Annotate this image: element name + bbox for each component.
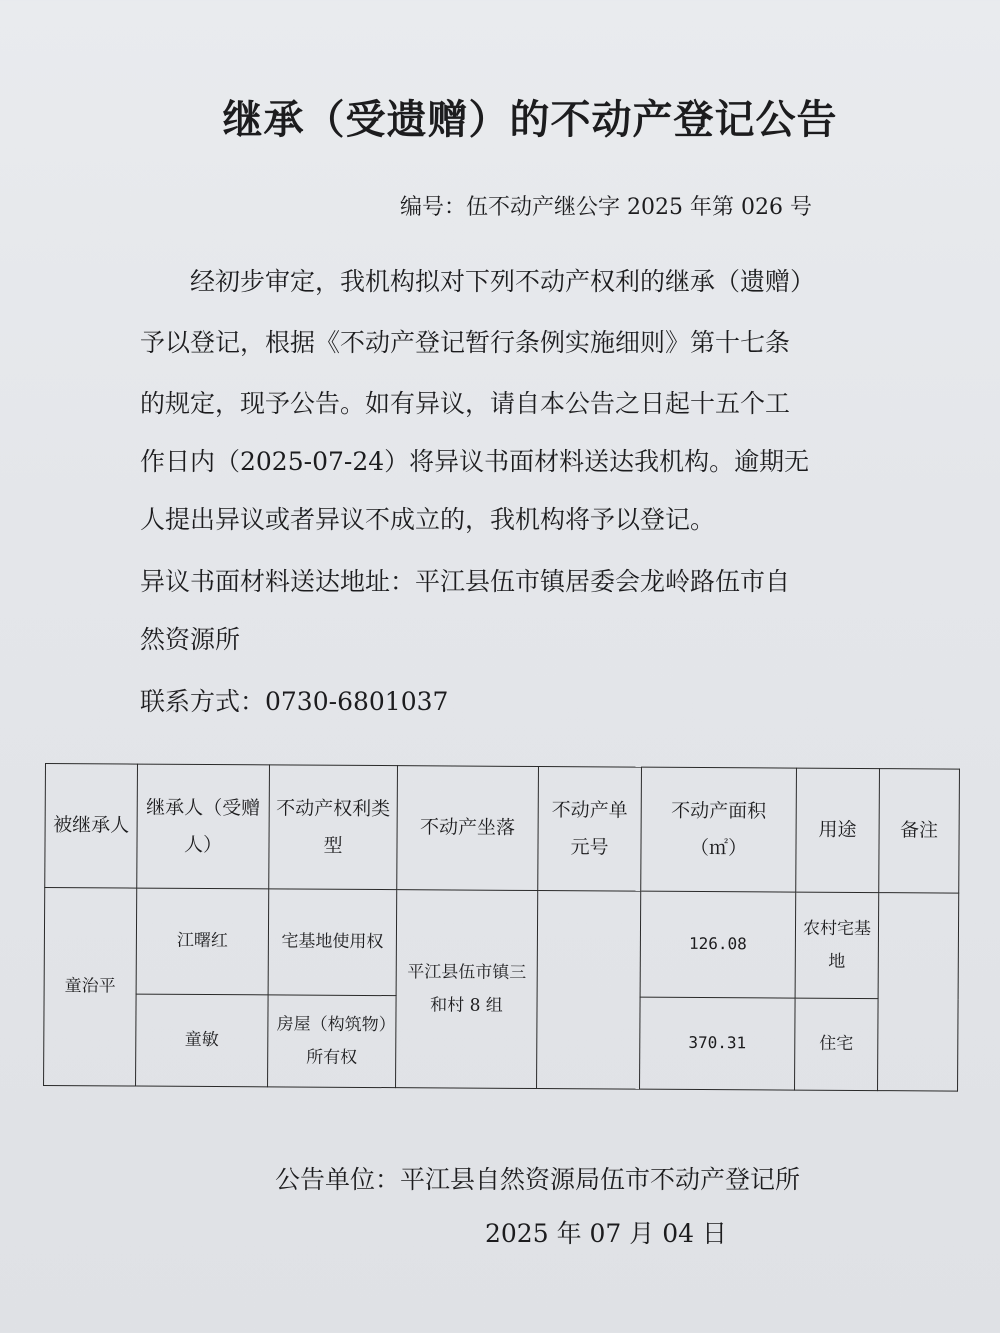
area-cell-1: 126.08 [640, 891, 796, 998]
header-area: 不动产面积（㎡） [641, 767, 797, 892]
header-decedent: 被继承人 [45, 764, 138, 889]
body-line-4: 作日内（2025-07-24）将异议书面材料送达我机构。逾期无 [140, 447, 810, 476]
header-unit-number: 不动产单元号 [538, 767, 642, 892]
header-location: 不动产坐落 [397, 766, 539, 891]
registration-table [43, 763, 960, 1092]
usage-cell-1: 农村宅基地 [795, 892, 879, 999]
body-line-5: 人提出异议或者异议不成立的，我机构将予以登记。 [140, 505, 716, 534]
notice-title: 继承（受遗赠）的不动产登记公告 [222, 96, 838, 143]
decedent-cell: 童治平 [44, 888, 137, 1087]
document-number: 编号：伍不动产继公字 2025 年第 026 号 [400, 195, 812, 220]
header-remarks: 备注 [879, 769, 960, 893]
objection-address-line-2: 然资源所 [140, 625, 241, 654]
usage-cell-2: 住宅 [795, 998, 879, 1091]
heir-cell-2: 童敏 [136, 994, 269, 1087]
header-right-type: 不动产权利类型 [269, 765, 398, 890]
body-line-3: 的规定，现予公告。如有异议，请自本公告之日起十五个工 [140, 389, 791, 418]
issuing-organization: 公告单位：平江县自然资源局伍市不动产登记所 [275, 1165, 801, 1194]
remarks-cell [878, 893, 959, 1091]
table-header-row [45, 764, 960, 894]
unit-number-cell [537, 891, 641, 1090]
location-cell: 平江县伍市镇三和村 8 组 [396, 890, 538, 1089]
body-line-2: 予以登记，根据《不动产登记暂行条例实施细则》第十七条 [140, 328, 791, 357]
right-type-cell-1: 宅基地使用权 [268, 889, 397, 996]
header-usage: 用途 [796, 768, 880, 893]
issue-date: 2025 年 07 月 04 日 [485, 1219, 727, 1248]
body-line-1: 经初步审定，我机构拟对下列不动产权利的继承（遗赠） [190, 267, 816, 296]
right-type-cell-2: 房屋（构筑物）所有权 [268, 995, 397, 1088]
table-row [44, 888, 959, 1000]
objection-address-line-1: 异议书面材料送达地址：平江县伍市镇居委会龙岭路伍市自 [140, 567, 791, 596]
heir-cell-1: 江曙红 [136, 888, 269, 995]
header-heir: 继承人（受赠人） [137, 764, 270, 889]
area-cell-2: 370.31 [640, 997, 796, 1090]
contact-info: 联系方式：0730-6801037 [140, 687, 449, 716]
